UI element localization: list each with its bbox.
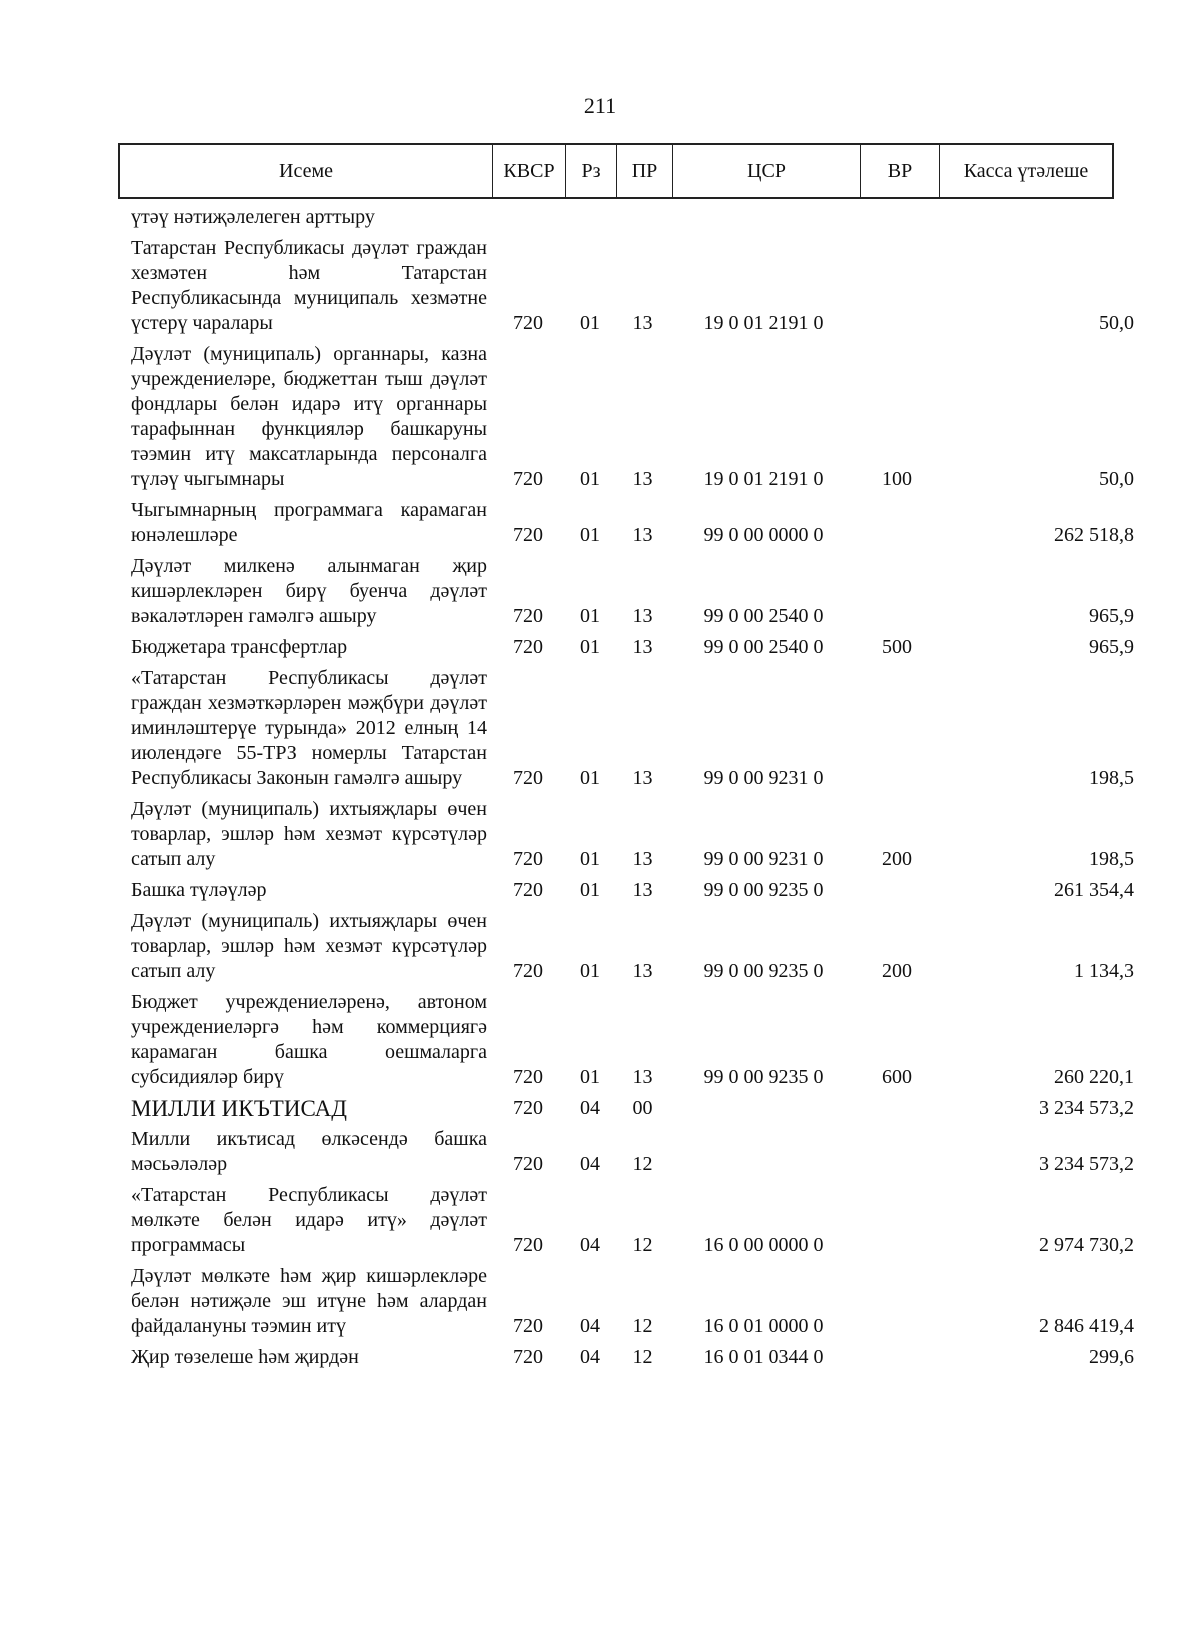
table-row [0, 1264, 1200, 1339]
row-csr: 19 0 01 2191 0 [703, 468, 824, 490]
row-kvsr: 720 [513, 1153, 543, 1175]
row-vr: 600 [882, 1066, 912, 1088]
row-name: Дәүләт мөлкәте һәм җир кишәрлекләре белән нәтиҗәле эш итүне һәм алардан файдалануны тәэмин итү [131, 1265, 487, 1337]
table-row [0, 797, 1200, 872]
row-kvsr: 720 [513, 636, 543, 658]
table-row [0, 990, 1200, 1090]
row-csr: 99 0 00 9235 0 [703, 879, 824, 901]
row-name: Татарстан Республикасы дәүләт граждан хезмәтен һәм Татарстан Республикасында муниципаль хезмәтне үстерү чаралары [131, 237, 487, 334]
row-kvsr: 720 [513, 1234, 543, 1256]
row-kassa: 3 234 573,2 [1039, 1097, 1134, 1119]
row-pr: 13 [632, 767, 653, 789]
row-vr: 500 [882, 636, 912, 658]
row-rz: 01 [580, 312, 600, 334]
table-header [118, 143, 1114, 199]
row-rz: 01 [580, 848, 600, 870]
row-vr: 100 [882, 468, 912, 490]
header-csr: ЦСР [673, 145, 861, 197]
row-rz: 04 [580, 1097, 600, 1119]
header-name: Исеме [120, 145, 493, 197]
table-row [0, 666, 1200, 791]
row-rz: 01 [580, 960, 600, 982]
table-row [0, 236, 1200, 336]
table-row [0, 909, 1200, 984]
row-name: Җир төзелеше һәм җирдән [131, 1346, 359, 1368]
row-kvsr: 720 [513, 767, 543, 789]
header-kassa: Касса үтәлеше [963, 159, 1089, 182]
row-csr: 99 0 00 2540 0 [703, 636, 824, 658]
row-vr: 200 [882, 848, 912, 870]
row-csr: 99 0 00 9231 0 [703, 767, 824, 789]
table-row [0, 1183, 1200, 1258]
row-kassa: 260 220,1 [1054, 1066, 1134, 1088]
table-row [0, 878, 1200, 903]
row-name: Милли икътисад өлкәсендә башка мәсьәләләр [131, 1128, 487, 1175]
row-pr: 13 [632, 312, 653, 334]
table-row [0, 498, 1200, 548]
row-rz: 01 [580, 468, 600, 490]
row-csr: 99 0 00 2540 0 [703, 605, 824, 627]
row-name: Башка түләүләр [131, 879, 267, 901]
row-kassa: 2 974 730,2 [1039, 1234, 1134, 1256]
row-pr: 12 [632, 1153, 653, 1175]
row-csr: 99 0 00 9231 0 [703, 848, 824, 870]
row-kassa: 3 234 573,2 [1039, 1153, 1134, 1175]
row-rz: 04 [580, 1315, 600, 1337]
row-rz: 01 [580, 524, 600, 546]
row-rz: 01 [580, 1066, 600, 1088]
row-kvsr: 720 [513, 524, 543, 546]
row-csr: 99 0 00 9235 0 [703, 1066, 824, 1088]
row-rz: 01 [580, 879, 600, 901]
row-pr: 12 [632, 1346, 653, 1368]
row-pr: 13 [632, 879, 653, 901]
row-rz: 04 [580, 1234, 600, 1256]
row-pr: 13 [632, 1066, 653, 1088]
row-kassa: 50,0 [1099, 468, 1134, 490]
row-rz: 04 [580, 1153, 600, 1175]
table-row [0, 1096, 1200, 1121]
row-rz: 01 [580, 605, 600, 627]
page-number: 211 [583, 93, 617, 118]
table-row [0, 554, 1200, 629]
row-name: үтәү нәтиҗәлелеген арттыру [131, 206, 375, 228]
table-body [0, 205, 1200, 1376]
row-name: «Татарстан Республикасы дәүләт граждан хезмәткәрләрен мәҗбүри дәүләт иминләштерүе турында» 2012 елның 14 июлендәге 55-ТРЗ номерлы Татарстан Республикасы Законын гамәлгә ашыру [131, 667, 487, 789]
row-kvsr: 720 [513, 848, 543, 870]
row-kvsr: 720 [513, 468, 543, 490]
row-pr: 13 [632, 524, 653, 546]
row-name: «Татарстан Республикасы дәүләт мөлкәте белән идарә итү» дәүләт программасы [131, 1184, 487, 1256]
row-pr: 12 [632, 1234, 653, 1256]
row-kassa: 198,5 [1089, 848, 1134, 870]
row-csr: 19 0 01 2191 0 [703, 312, 824, 334]
table-row [0, 1127, 1200, 1177]
table-row [0, 635, 1200, 660]
row-kassa: 965,9 [1089, 605, 1134, 627]
row-rz: 01 [580, 636, 600, 658]
row-kassa: 1 134,3 [1074, 960, 1134, 982]
row-csr: 16 0 00 0000 0 [703, 1234, 824, 1256]
row-kvsr: 720 [513, 1315, 543, 1337]
row-csr: 16 0 01 0000 0 [703, 1315, 824, 1337]
row-name: Дәүләт милкенә алынмаган җир кишәрлекләрен бирү буенча дәүләт вәкаләтләрен гамәлгә ашыру [131, 555, 487, 627]
row-csr: 99 0 00 9235 0 [703, 960, 824, 982]
row-name: Дәүләт (муниципаль) ихтыяҗлары өчен товарлар, эшләр һәм хезмәт күрсәтүләр сатып алу [131, 798, 487, 870]
header-kvsr: КВСР [493, 145, 566, 197]
row-pr: 13 [632, 636, 653, 658]
row-pr: 12 [632, 1315, 653, 1337]
row-vr: 200 [882, 960, 912, 982]
row-csr: 99 0 00 0000 0 [703, 524, 824, 546]
row-name: Чыгымнарның программага карамаган юнәлешләре [131, 499, 487, 546]
row-name: МИЛЛИ ИКЪТИСАД [131, 1096, 347, 1121]
row-kassa: 198,5 [1089, 767, 1134, 789]
row-rz: 01 [580, 767, 600, 789]
row-name: Дәүләт (муниципаль) ихтыяҗлары өчен товарлар, эшләр һәм хезмәт күрсәтүләр сатып алу [131, 910, 487, 982]
row-kassa: 262 518,8 [1054, 524, 1134, 546]
header-pr: ПР [617, 145, 673, 197]
row-pr: 13 [632, 848, 653, 870]
row-kvsr: 720 [513, 1346, 543, 1368]
row-pr: 13 [632, 960, 653, 982]
row-kvsr: 720 [513, 879, 543, 901]
row-rz: 04 [580, 1346, 600, 1368]
row-kvsr: 720 [513, 1097, 543, 1119]
row-kassa: 2 846 419,4 [1039, 1315, 1134, 1337]
row-kassa: 299,6 [1089, 1346, 1134, 1368]
row-kassa: 50,0 [1099, 312, 1134, 334]
row-kvsr: 720 [513, 312, 543, 334]
row-pr: 13 [632, 605, 653, 627]
row-pr: 13 [632, 468, 653, 490]
table-row [0, 342, 1200, 492]
header-vr: ВР [861, 145, 940, 197]
row-kvsr: 720 [513, 1066, 543, 1088]
row-name: Бюджет учреждениеләренә, автоном учреждениеләргә һәм коммерциягә карамаган башка оешмаларга субсидияләр бирү [131, 991, 487, 1088]
row-kassa: 261 354,4 [1054, 879, 1134, 901]
table-row [0, 1345, 1200, 1370]
table-row [0, 205, 1200, 230]
row-name: Дәүләт (муниципаль) органнары, казна учреждениеләре, бюджеттан тыш дәүләт фондлары белән идарә итү органнары тарафыннан функцияләр башкаруны тәэмин итү максатларында персоналга түләү чыгымнары [131, 343, 487, 490]
row-kassa: 965,9 [1089, 636, 1134, 658]
row-name: Бюджетара трансфертлар [131, 636, 348, 658]
row-kvsr: 720 [513, 960, 543, 982]
row-csr: 16 0 01 0344 0 [703, 1346, 824, 1368]
row-pr: 00 [632, 1097, 653, 1119]
row-kvsr: 720 [513, 605, 543, 627]
header-rz: Рз [566, 145, 617, 197]
